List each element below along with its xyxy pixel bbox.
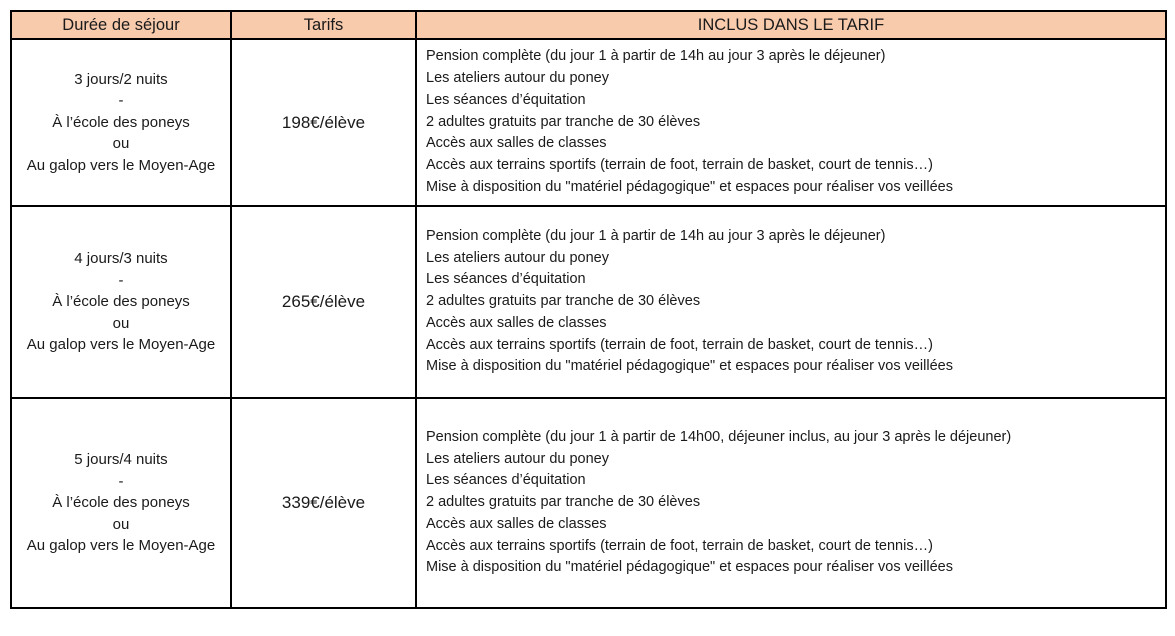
tarif-value: 198€/élève — [281, 112, 366, 132]
text-line: Mise à disposition du "matériel pédagogique" et espaces pour réaliser vos veillées — [426, 559, 953, 576]
included-text — [426, 427, 1155, 580]
included-cell — [416, 398, 1166, 608]
text-line: ou — [112, 135, 130, 153]
text-line: 2 adultes gratuits par tranche de 30 élèves — [426, 293, 701, 310]
table-row — [11, 206, 1166, 398]
included-text — [426, 226, 1155, 379]
text-line: ou — [112, 314, 130, 332]
text-line: Pension complète (du jour 1 à partir de 14h au jour 3 après le déjeuner) — [426, 48, 886, 65]
duration-text — [18, 449, 224, 557]
text-line: 2 adultes gratuits par tranche de 30 élèves — [426, 494, 701, 511]
text-line: Accès aux terrains sportifs (terrain de foot, terrain de basket, court de tennis…) — [426, 537, 933, 554]
tarif-value: 339€/élève — [281, 493, 366, 512]
text-line: Les ateliers autour du poney — [426, 70, 609, 86]
text-line: 3 jours/2 nuits — [74, 70, 168, 88]
text-line: Mise à disposition du "matériel pédagogique" et espaces pour réaliser vos veillées — [426, 178, 953, 195]
pricing-table — [10, 10, 1167, 609]
tarif-cell — [231, 398, 416, 608]
duration-cell — [11, 206, 231, 398]
text-line: 5 jours/4 nuits — [74, 451, 168, 469]
tarif-value: 265€/élève — [281, 292, 366, 311]
text-line: Les séances d’équitation — [426, 271, 586, 288]
text-line: Pension complète (du jour 1 à partir de 14h00, déjeuner inclus, au jour 3 après le déjeuner) — [426, 428, 1012, 445]
included-text — [426, 46, 1155, 199]
text-line: À l’école des poneys — [52, 113, 190, 131]
text-line: À l’école des poneys — [52, 494, 190, 512]
header-included: INCLUS DANS LE TARIF — [416, 11, 1166, 39]
text-line: Pension complète (du jour 1 à partir de 14h au jour 3 après le déjeuner) — [426, 227, 886, 244]
table-row — [11, 39, 1166, 206]
duration-cell — [11, 39, 231, 206]
header-row — [11, 11, 1166, 39]
table-body — [11, 39, 1166, 608]
duration-cell — [11, 398, 231, 608]
text-line: - — [118, 92, 124, 110]
text-line: Accès aux salles de classes — [426, 515, 607, 532]
duration-text — [18, 69, 224, 177]
text-line: Mise à disposition du "matériel pédagogique" et espaces pour réaliser vos veillées — [426, 358, 953, 375]
text-line: Les ateliers autour du poney — [426, 450, 609, 467]
text-line: Accès aux salles de classes — [426, 135, 607, 152]
text-line: ou — [112, 515, 130, 533]
table-row — [11, 398, 1166, 608]
text-line: Au galop vers le Moyen-Age — [26, 537, 216, 555]
text-line: - — [118, 472, 124, 490]
header-tarifs: Tarifs — [231, 11, 416, 39]
text-line: Les séances d’équitation — [426, 472, 586, 489]
text-line: Accès aux terrains sportifs (terrain de foot, terrain de basket, court de tennis…) — [426, 157, 933, 174]
text-line: - — [118, 271, 124, 289]
text-line: 2 adultes gratuits par tranche de 30 élèves — [426, 113, 701, 130]
header-duration: Durée de séjour — [11, 11, 231, 39]
text-line: Accès aux salles de classes — [426, 314, 607, 331]
text-line: À l’école des poneys — [52, 293, 190, 311]
text-line: Les séances d’équitation — [426, 91, 586, 108]
duration-text — [18, 248, 224, 356]
text-line: Accès aux terrains sportifs (terrain de foot, terrain de basket, court de tennis…) — [426, 336, 933, 353]
text-line: Au galop vers le Moyen-Age — [26, 156, 216, 174]
included-cell — [416, 206, 1166, 398]
tarif-cell — [231, 39, 416, 206]
text-line: 4 jours/3 nuits — [74, 250, 168, 268]
tarif-cell — [231, 206, 416, 398]
text-line: Au galop vers le Moyen-Age — [26, 336, 216, 354]
included-cell — [416, 39, 1166, 206]
text-line: Les ateliers autour du poney — [426, 249, 609, 266]
